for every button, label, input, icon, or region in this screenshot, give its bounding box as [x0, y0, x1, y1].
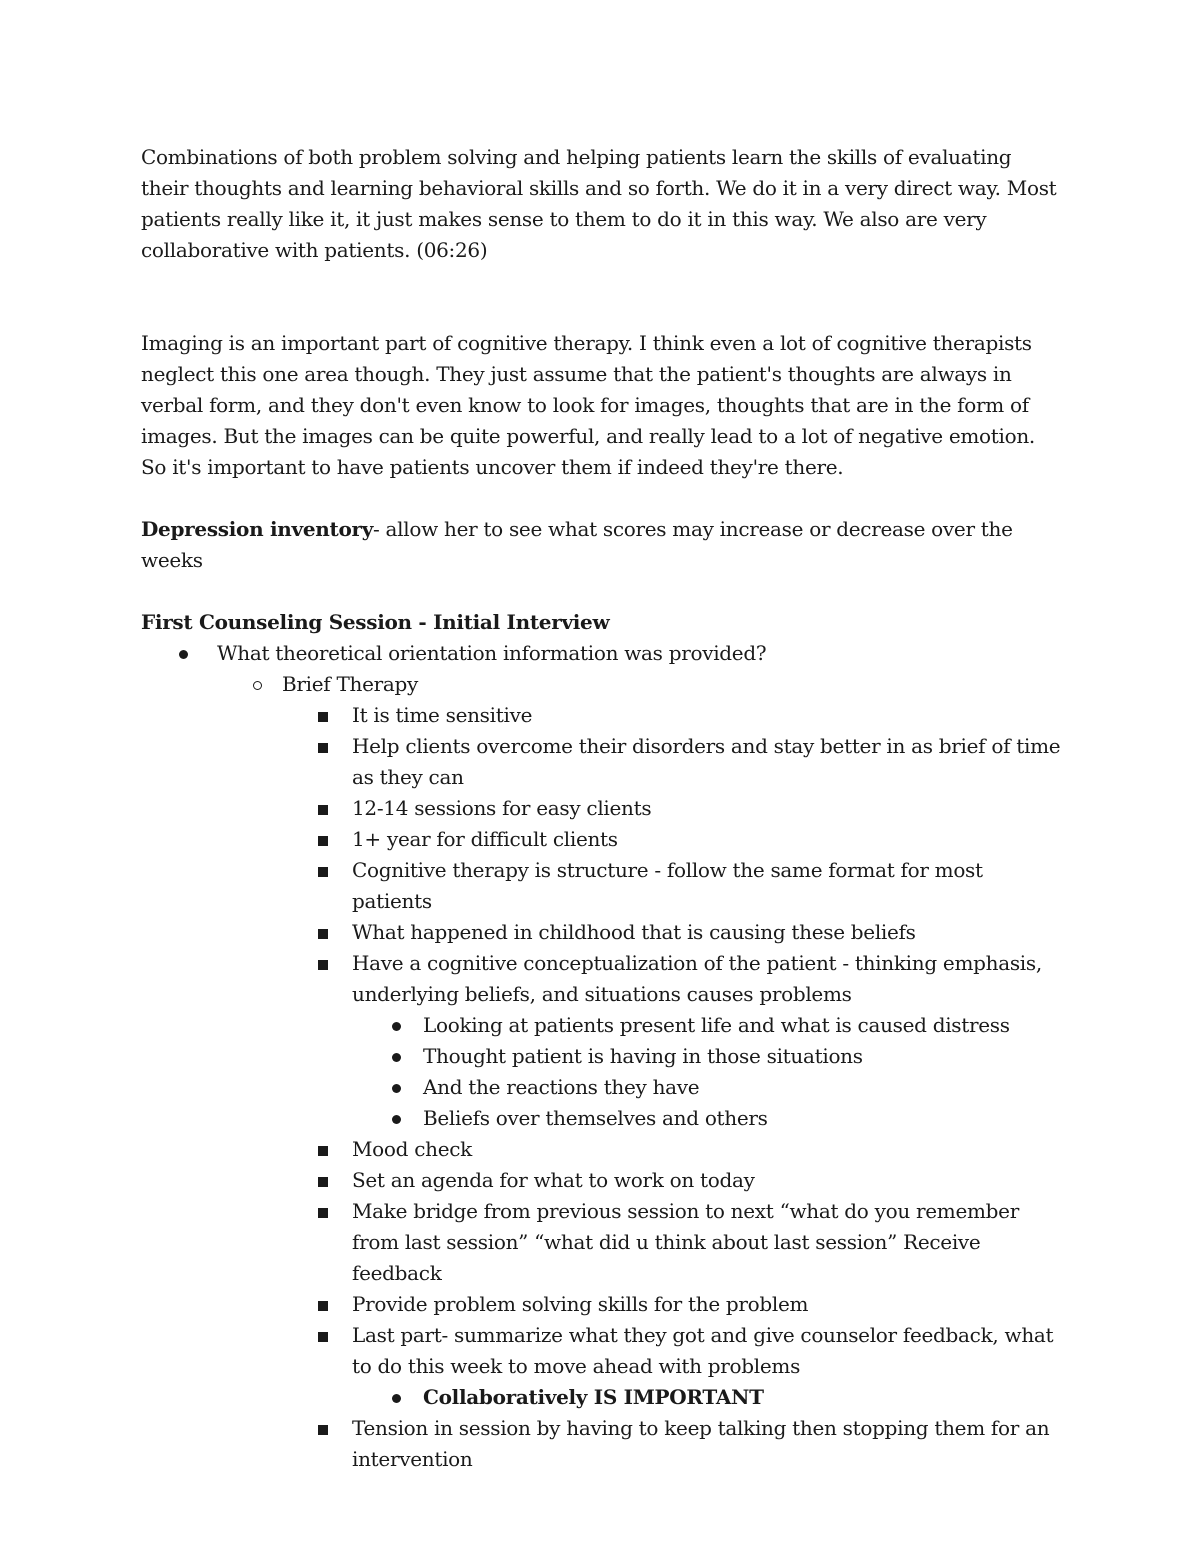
bullet-square-icon — [313, 1320, 333, 1351]
list-item — [141, 917, 1061, 948]
bullet-dot-icon — [386, 1010, 406, 1041]
paragraph-depression-inventory — [141, 514, 1061, 576]
list-subitem — [141, 1382, 1061, 1413]
list-item-question — [141, 638, 1061, 669]
list-subitem — [141, 1072, 1061, 1103]
list-item — [141, 1165, 1061, 1196]
list-item-text: Set an agenda for what to work on today — [352, 1168, 755, 1192]
brief-therapy-text: Brief Therapy — [282, 672, 418, 696]
bullet-dot-icon — [173, 638, 193, 669]
list-item — [141, 1413, 1061, 1475]
list-item — [141, 731, 1061, 793]
bullet-square-icon — [313, 824, 333, 855]
list-item-text: 1+ year for difficult clients — [352, 827, 618, 851]
bullet-dot-icon — [386, 1103, 406, 1134]
list-subitem-text: Looking at patients present life and what is caused distress — [423, 1013, 1010, 1037]
list-subitem — [141, 1010, 1061, 1041]
question-text: What theoretical orientation information was provided? — [217, 641, 767, 665]
list-subitem-text: And the reactions they have — [423, 1075, 700, 1099]
list-item — [141, 855, 1061, 917]
list-item-text: Cognitive therapy is structure - follow the same format for most patients — [352, 858, 983, 913]
bullet-dot-icon — [386, 1382, 406, 1413]
outline-list — [141, 638, 1061, 1475]
bullet-square-icon — [313, 793, 333, 824]
list-item-text: Make bridge from previous session to next “what do you remember from last session” “what did u think about last session” Receive feedback — [352, 1199, 1019, 1285]
list-subitem-text: Beliefs over themselves and others — [423, 1106, 768, 1130]
document-page — [141, 142, 1061, 1475]
list-item-text: Have a cognitive conceptualization of the patient - thinking emphasis, underlying beliefs, and situations causes problems — [352, 951, 1042, 1006]
bullet-square-icon — [313, 855, 333, 886]
list-item — [141, 1134, 1061, 1165]
list-subitem — [141, 1103, 1061, 1134]
list-item-text: Last part- summarize what they got and give counselor feedback, what to do this week to move ahead with problems — [352, 1323, 1054, 1378]
list-item-text: 12-14 sessions for easy clients — [352, 796, 652, 820]
bullet-square-icon — [313, 948, 333, 979]
bullet-square-icon — [313, 917, 333, 948]
list-item — [141, 1196, 1061, 1289]
list-item-text: It is time sensitive — [352, 703, 533, 727]
list-subitem-text: Collaboratively IS IMPORTANT — [423, 1385, 764, 1409]
list-item-text: Provide problem solving skills for the problem — [352, 1292, 809, 1316]
depression-inventory-label: Depression inventory — [141, 517, 374, 541]
bullet-square-icon — [313, 1289, 333, 1320]
list-item-text: Help clients overcome their disorders and stay better in as brief of time as they can — [352, 734, 1061, 789]
list-item — [141, 948, 1061, 1010]
list-item — [141, 824, 1061, 855]
paragraph-collaborative: Combinations of both problem solving and helping patients learn the skills of evaluating their thoughts and learning behavioral skills and so forth. We do it in a very direct way. Most patients really like it, it just makes sense to them to do it in this way. We also are very collaborative with patients. (06:26) — [141, 145, 1057, 262]
bullet-square-icon — [313, 1165, 333, 1196]
list-item — [141, 700, 1061, 731]
list-item — [141, 793, 1061, 824]
bullet-square-icon — [313, 1413, 333, 1444]
list-item-text: What happened in childhood that is causing these beliefs — [352, 920, 916, 944]
section-heading: First Counseling Session - Initial Interview — [141, 610, 610, 634]
list-item — [141, 1320, 1061, 1382]
list-subitem — [141, 1041, 1061, 1072]
list-item-text: Tension in session by having to keep talking then stopping them for an intervention — [352, 1416, 1050, 1471]
depression-inventory-text: - allow her to see what scores may increase or decrease over the weeks — [141, 517, 1013, 572]
bullet-square-icon — [313, 700, 333, 731]
bullet-dot-icon — [386, 1041, 406, 1072]
bullet-square-icon — [313, 1196, 333, 1227]
paragraph-imaging: Imaging is an important part of cognitive therapy. I think even a lot of cognitive therapists neglect this one area though. They just assume that the patient's thoughts are always in verbal form, and they don't even know to look for images, thoughts that are in the form of images. But the images can be quite powerful, and really lead to a lot of negative emotion. So it's important to have patients uncover them if indeed they're there. — [141, 331, 1035, 479]
bullet-dot-icon — [386, 1072, 406, 1103]
list-item-brief-therapy — [141, 669, 1061, 700]
bullet-square-icon — [313, 731, 333, 762]
list-item — [141, 1289, 1061, 1320]
list-subitem-text: Thought patient is having in those situations — [423, 1044, 863, 1068]
bullet-circle-icon — [247, 669, 267, 700]
bullet-square-icon — [313, 1134, 333, 1165]
list-item-text: Mood check — [352, 1137, 472, 1161]
